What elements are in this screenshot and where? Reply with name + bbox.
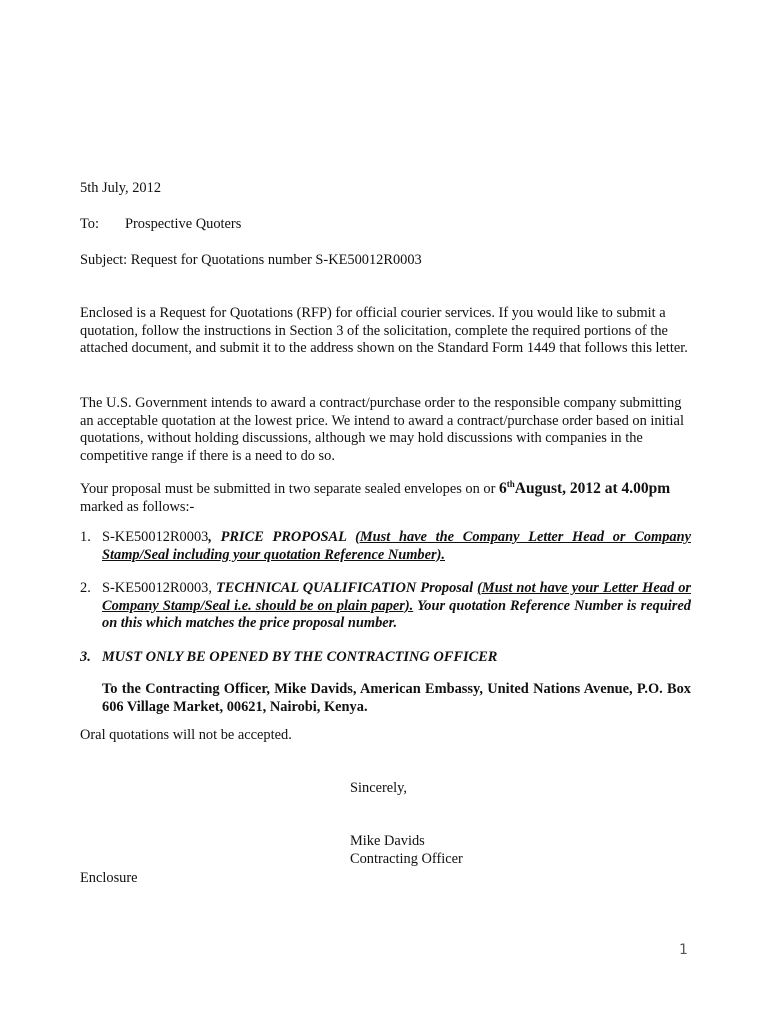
subject-line: Subject: Request for Quotations number S-KE50012R0003 <box>80 252 422 268</box>
enclosure-label: Enclosure <box>80 870 138 886</box>
item-2-tail: Your quotation Reference Number is required on this which matches the price proposal number. <box>102 597 691 632</box>
item-2-title: TECHNICAL QUALIFICATION Proposal <box>216 580 478 596</box>
submission-lead: Your proposal must be submitted in two separate sealed envelopes on or <box>80 481 499 497</box>
paragraph-submission <box>80 480 691 516</box>
letter-date: 5th July, 2012 <box>80 180 162 196</box>
item-2-number: 2. <box>80 580 91 596</box>
paragraph-award: The U.S. Government intends to award a contract/purchase order to the responsible company submitting an acceptable quotation at the lowest price. We intend to award a contract/purchase order based on initial quotations, without holding discussions, although we may hold discussions with companies in the competitive range if there is a need to do so. <box>80 395 684 464</box>
to-label: To: <box>80 216 99 232</box>
oral-quotations-note: Oral quotations will not be accepted. <box>80 727 292 743</box>
item-3-number: 3. <box>80 649 91 665</box>
to-recipient: Prospective Quoters <box>125 216 242 232</box>
item-3-instruction: MUST ONLY BE OPENED BY THE CONTRACTING OFFICER <box>102 649 498 665</box>
signer-name: Mike Davids <box>350 833 425 849</box>
item-1-price-proposal <box>102 529 691 564</box>
signer-title: Contracting Officer <box>350 851 463 867</box>
item-1-ref: S-KE50012R0003 <box>102 529 209 545</box>
paragraph-enclosed: Enclosed is a Request for Quotations (RFP) for official courier services. If you would like to submit a quotation, follow the instructions in Section 3 of the solicitation, complete the required portions of the attached document, and submit it to the address shown on the Standard Form 1449 that follows this letter. <box>80 305 688 357</box>
deadline-text: August, 2012 at 4.00pm <box>514 480 671 497</box>
item-1-note: (Must have the Company Letter Head or Company Stamp/Seal including your quotation Reference Number). <box>102 529 691 563</box>
item-2-note: (Must not have your Letter Head or Company Stamp/Seal i.e. should be on plain paper). <box>102 580 691 614</box>
item-2-technical-proposal <box>102 580 691 633</box>
item-2-ref: S-KE50012R0003, <box>102 580 216 596</box>
contracting-officer-address: To the Contracting Officer, Mike Davids, American Embassy, United Nations Avenue, P.O. Box 606 Village Market, 00621, Nairobi, Kenya. <box>102 681 691 715</box>
submission-tail: marked as follows:- <box>80 498 195 515</box>
item-1-title: , PRICE PROPOSAL <box>208 529 356 545</box>
item-1-number: 1. <box>80 529 91 545</box>
deadline-day: 6 <box>499 480 507 497</box>
deadline-day-suffix: th <box>506 479 515 490</box>
page-number: 1 <box>679 942 688 958</box>
closing-salutation: Sincerely, <box>350 780 408 796</box>
